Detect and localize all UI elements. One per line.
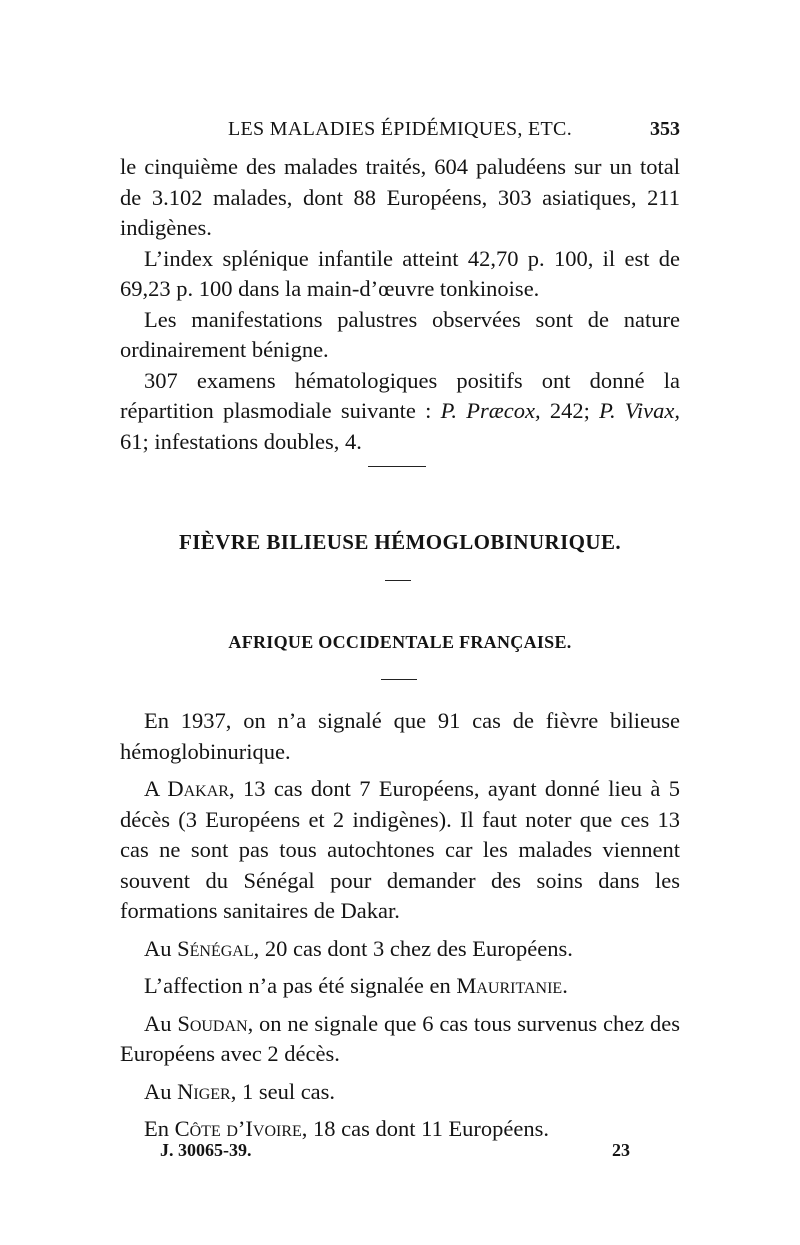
species-vivax: P. Vivax, <box>599 398 680 423</box>
paragraph-intro: En 1937, on n’a signalé que 91 cas de fièvre bilieuse hémoglobinurique. <box>120 708 680 764</box>
soudan-lead: Au <box>144 1010 178 1036</box>
dakar-text: , 13 cas dont 7 Européens, ayant donné lieu à 5 décès (3 Européens et 2 indigènes). Il faut noter que ces 13 cas ne sont pas tous autochtones car les malades viennent souvent du Sénégal pour demander des soins dans les formations sanitaires de Dakar. <box>120 776 680 923</box>
examens-text-after: 61; infestations doubles, 4. <box>120 428 362 454</box>
running-title: LES MALADIES ÉPIDÉMIQUES, ETC. <box>228 118 572 140</box>
senegal-lead: Au <box>144 935 178 961</box>
examens-text-mid: 242; <box>540 398 600 423</box>
page-footer <box>160 1140 630 1168</box>
senegal-text: , 20 cas dont 3 chez des Européens. <box>253 935 573 961</box>
place-dakar: Dakar <box>167 776 229 801</box>
top-section <box>120 152 680 457</box>
paragraph-splenic-index: L’index splénique infantile atteint 42,70 p. 100, il est de 69,23 p. 100 dans la main-d’œuvre tonkinoise. <box>120 245 680 301</box>
paragraph-dakar <box>120 774 680 927</box>
paragraph-soudan <box>120 1009 680 1070</box>
subtitle: AFRIQUE OCCIDENTALE FRANÇAISE. <box>228 632 572 652</box>
species-praecox: P. Præcox, <box>440 398 541 423</box>
paragraph-niger <box>120 1077 680 1108</box>
sheet-number: 23 <box>612 1140 630 1160</box>
mauritanie-text: . <box>562 973 568 998</box>
place-niger: Niger <box>177 1078 231 1104</box>
running-header <box>120 118 680 146</box>
subtitle-divider <box>381 679 417 680</box>
place-mauritanie: Mauritanie <box>456 973 563 998</box>
niger-lead: Au <box>144 1078 178 1104</box>
niger-text: , 1 seul cas. <box>230 1078 336 1104</box>
place-senegal: Sénégal <box>177 935 254 961</box>
place-soudan: Soudan <box>177 1010 248 1036</box>
paragraph-mauritanie <box>120 971 680 1002</box>
title-divider <box>385 580 411 581</box>
paragraph-examens <box>120 366 680 458</box>
soudan-text: , on ne signale que 6 cas tous survenus chez des Européens avec 2 décès. <box>120 1010 680 1066</box>
paragraph-senegal <box>120 934 680 965</box>
main-title: FIÈVRE BILIEUSE HÉMOGLOBINURIQUE. <box>178 530 622 554</box>
place-cote-ivoire: Côte d’Ivoire <box>174 1116 302 1141</box>
page-number: 353 <box>650 118 680 140</box>
cote-ivoire-lead: En <box>144 1116 175 1141</box>
section-divider <box>368 466 426 467</box>
printer-signature: J. 30065-39. <box>160 1140 252 1160</box>
examens-text-before: 307 examens hématologiques positifs ont donné la répartition plasmodiale suivante : <box>120 367 680 423</box>
cote-ivoire-text: , 18 cas dont 11 Européens. <box>301 1116 550 1141</box>
body-section <box>120 706 680 1145</box>
paragraph-continued: le cinquième des malades traités, 604 paludéens sur un total de 3.102 malades, dont 88 Européens, 303 asiatiques, 211 indigènes. <box>120 154 680 240</box>
mauritanie-lead: L’affection n’a pas été signalée en <box>144 973 457 998</box>
paragraph-manifestations: Les manifestations palustres observées sont de nature ordinairement bénigne. <box>120 306 680 362</box>
dakar-lead: A <box>144 776 168 801</box>
